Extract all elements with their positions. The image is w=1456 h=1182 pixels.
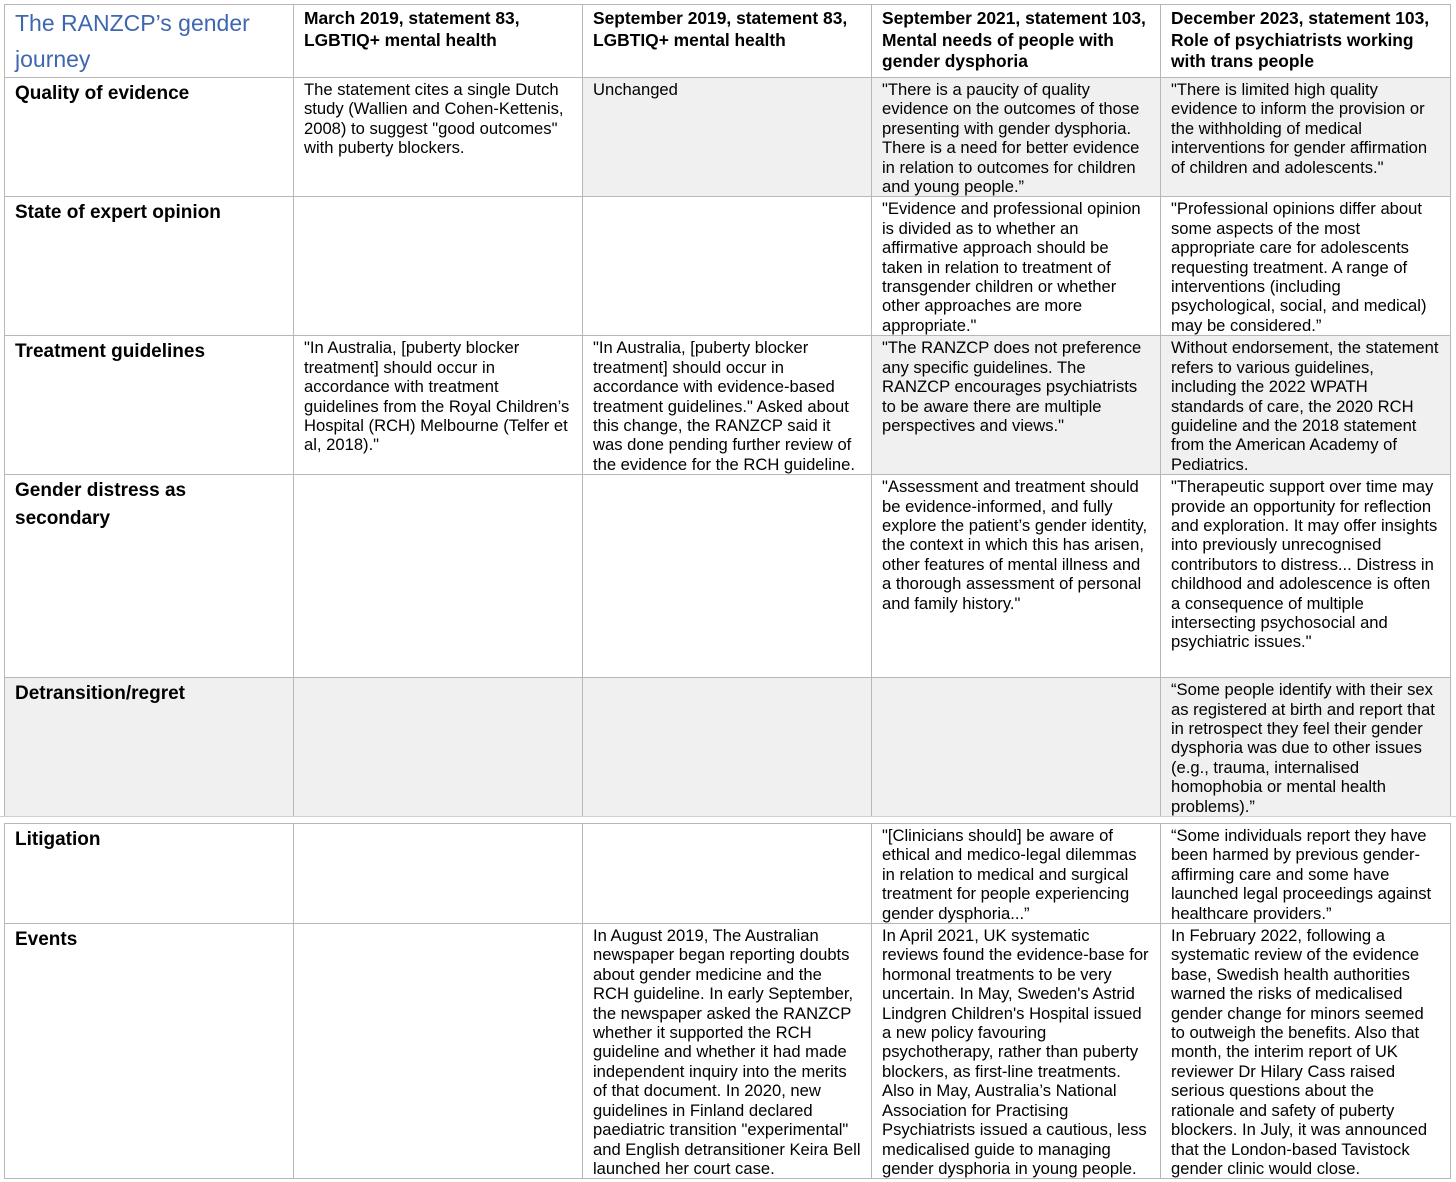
row-label: Events — [5, 924, 294, 1179]
table-cell: “Some individuals report they have been harmed by previous gender-affirming care and some have launched legal proceedings against healthcare providers.” — [1161, 824, 1451, 924]
row-label: Litigation — [5, 824, 294, 924]
row-state-of-expert-opinion — [5, 197, 1451, 336]
gender-journey-table-continued — [4, 823, 1451, 1179]
table-cell — [294, 197, 583, 336]
row-detransition-regret — [5, 678, 1451, 817]
table-cell — [294, 924, 583, 1179]
table-cell — [294, 824, 583, 924]
table-cell: "[Clinicians should] be aware of ethical and medico-legal dilemmas in relation to medical and surgical treatment for people experiencing gender dysphoria...” — [872, 824, 1161, 924]
table-cell: "The RANZCP does not preference any specific guidelines. The RANZCP encourages psychiatrists to be aware there are multiple perspectives and views." — [872, 336, 1161, 475]
header-row — [5, 5, 1451, 78]
table-cell — [294, 475, 583, 678]
page-break-divider — [0, 816, 1456, 817]
table-cell: The statement cites a single Dutch study (Wallien and Cohen-Kettenis, 2008) to suggest "good outcomes" with puberty blockers. — [294, 78, 583, 197]
table-cell: "In Australia, [puberty blocker treatment] should occur in accordance with evidence-based treatment guidelines." Asked about this change, the RANZCP said it was done pending further review of the evidence for the RCH guideline. — [583, 336, 872, 475]
row-quality-of-evidence — [5, 78, 1451, 197]
row-label: Detransition/regret — [5, 678, 294, 817]
table-cell — [872, 678, 1161, 817]
table-cell: In August 2019, The Australian newspaper began reporting doubts about gender medicine and the RCH guideline. In early September, the newspaper asked the RANZCP whether it supported the RCH guideline and whether it had made independent inquiry into the merits of that document. In 2020, new guidelines in Finland declared paediatric transition "experimental" and English detransitioner Keira Bell launched her court case. — [583, 924, 872, 1179]
row-label: Gender distress as secondary — [5, 475, 294, 678]
row-label: State of expert opinion — [5, 197, 294, 336]
table-cell: "Professional opinions differ about some aspects of the most appropriate care for adolescents requesting treatment. A range of interventions (including psychological, social, and medical) may be considered.” — [1161, 197, 1451, 336]
column-header-dec-2023: December 2023, statement 103, Role of psychiatrists working with trans people — [1161, 5, 1451, 78]
table-title: The RANZCP’s gender journey — [5, 5, 294, 78]
table-cell: Unchanged — [583, 78, 872, 197]
column-header-sep-2019: September 2019, statement 83, LGBTIQ+ mental health — [583, 5, 872, 78]
table-cell: “Some people identify with their sex as registered at birth and report that in retrospect they feel their gender dysphoria was due to other issues (e.g., trauma, internalised homophobia or mental health problems).” — [1161, 678, 1451, 817]
table-cell: "There is limited high quality evidence to inform the provision or the withholding of medical interventions for gender affirmation of children and adolescents." — [1161, 78, 1451, 197]
row-label: Quality of evidence — [5, 78, 294, 197]
row-litigation — [5, 824, 1451, 924]
table-cell — [583, 678, 872, 817]
table-cell: "In Australia, [puberty blocker treatment] should occur in accordance with treatment guidelines from the Royal Children’s Hospital (RCH) Melbourne (Telfer et al, 2018)." — [294, 336, 583, 475]
table-cell — [583, 475, 872, 678]
table-cell: "There is a paucity of quality evidence on the outcomes of those presenting with gender dysphoria. There is a need for better evidence in relation to outcomes for children and young people.” — [872, 78, 1161, 197]
table-cell — [583, 197, 872, 336]
row-label: Treatment guidelines — [5, 336, 294, 475]
column-header-sep-2021: September 2021, statement 103, Mental needs of people with gender dysphoria — [872, 5, 1161, 78]
table-cell: In April 2021, UK systematic reviews found the evidence-base for hormonal treatments to be very uncertain. In May, Sweden's Astrid Lindgren Children's Hospital issued a new policy favouring psychotherapy, rather than puberty blockers, as first-line treatments. Also in May, Australia’s National Association for Practising Psychiatrists issued a cautious, less medicalised guide to managing gender dysphoria in young people. — [872, 924, 1161, 1179]
table-cell — [294, 678, 583, 817]
row-treatment-guidelines — [5, 336, 1451, 475]
row-gender-distress-as-secondary — [5, 475, 1451, 678]
column-header-mar-2019: March 2019, statement 83, LGBTIQ+ mental health — [294, 5, 583, 78]
table-cell — [583, 824, 872, 924]
table-cell: Without endorsement, the statement refers to various guidelines, including the 2022 WPATH standards of care, the 2020 RCH guideline and the 2018 statement from the American Academy of Pediatrics. — [1161, 336, 1451, 475]
table-cell: "Assessment and treatment should be evidence-informed, and fully explore the patient’s gender identity, the context in which this has arisen, other features of mental illness and a thorough assessment of personal and family history." — [872, 475, 1161, 678]
table-cell: In February 2022, following a systematic review of the evidence base, Swedish health authorities warned the risks of medicalised gender change for minors seemed to outweigh the benefits. Also that month, the interim report of UK reviewer Dr Hilary Cass raised serious questions about the rationale and safety of puberty blockers. In July, it was announced that the London-based Tavistock gender clinic would close. — [1161, 924, 1451, 1179]
table-cell: "Therapeutic support over time may provide an opportunity for reflection and exploration. It may offer insights into previously unrecognised contributors to distress... Distress in childhood and adolescence is often a consequence of multiple intersecting psychosocial and psychiatric issues." — [1161, 475, 1451, 678]
row-events — [5, 924, 1451, 1179]
gender-journey-table — [4, 4, 1451, 817]
table-cell: "Evidence and professional opinion is divided as to whether an affirmative approach should be taken in relation to treatment of transgender children or whether other approaches are more appropriate." — [872, 197, 1161, 336]
